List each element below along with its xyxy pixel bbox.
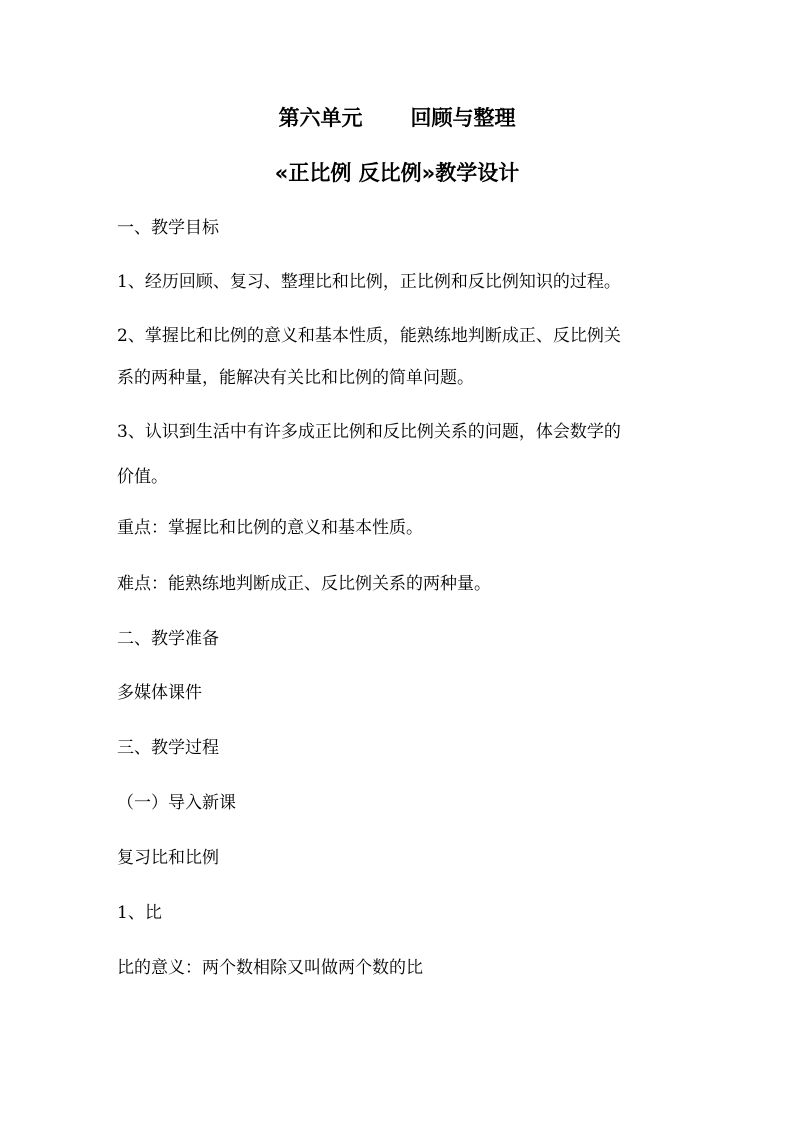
objectives-heading: 一、教学目标 [117, 218, 219, 238]
objective-1: 1、经历回顾、复习、整理比和比例，正比例和反比例知识的过程。 [117, 272, 621, 292]
unit-label: 第六单元 [278, 106, 363, 130]
ratio-heading: 1、比 [117, 903, 162, 923]
key-point: 重点：掌握比和比例的意义和基本性质。 [117, 518, 423, 538]
objective-2-line-1: 2、掌握比和比例的意义和基本性质，能熟练地判断成正、反比例关 [117, 326, 621, 346]
review-text: 复习比和比例 [117, 848, 219, 868]
document-subtitle: «正比例 反比例»教学设计 [274, 161, 520, 185]
intro-heading: （一）导入新课 [117, 793, 236, 813]
objective-3-line-2: 价值。 [117, 467, 168, 487]
difficult-point: 难点：能熟练地判断成正、反比例关系的两种量。 [117, 574, 491, 594]
preparation-heading: 二、教学准备 [117, 629, 219, 649]
objective-2-line-2: 系的两种量，能解决有关比和比例的简单问题。 [117, 368, 474, 388]
process-heading: 三、教学过程 [117, 738, 219, 758]
document-title [0, 104, 794, 132]
ratio-meaning: 比的意义：两个数相除又叫做两个数的比 [117, 958, 423, 978]
preparation-text: 多媒体课件 [117, 683, 202, 703]
objective-3-line-1: 3、认识到生活中有许多成正比例和反比例关系的问题，体会数学的 [117, 422, 621, 442]
topic-label: 回顾与整理 [410, 106, 516, 130]
